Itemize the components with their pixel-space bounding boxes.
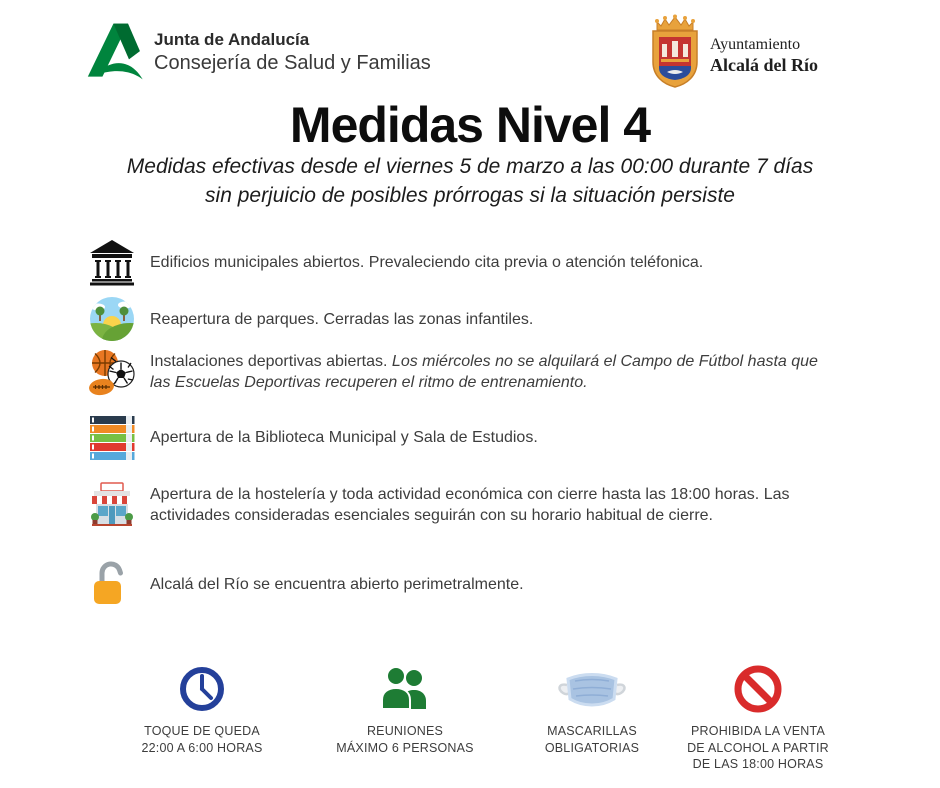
junta-de-andalucia-logo: [86, 18, 150, 86]
measure-text: Reapertura de parques. Cerradas las zonas infantiles.: [150, 310, 534, 328]
measure-text: Alcalá del Río se encuentra abierto perimetralmente.: [150, 575, 524, 593]
meetings-people-icon: [376, 665, 434, 713]
junta-header-text: [154, 30, 431, 75]
measure-perimeter: [88, 559, 818, 609]
curfew-clock-icon: [178, 665, 226, 713]
subtitle-line-1: Medidas efectivas desde el viernes 5 de marzo a las 00:00 durante 7 días: [126, 155, 814, 178]
measure-text: Instalaciones deportivas abiertas. Los miércoles no se alquilará el Campo de Fútbol hasta que las Escuelas Deportivas recuperen el ritmo de entrenamiento.: [150, 353, 818, 391]
footer-caption: TOQUE DE QUEDA 22:00 A 6:00 HORAS: [141, 724, 263, 755]
books-icon: [88, 413, 136, 461]
open-lock-icon: [88, 560, 136, 608]
no-alcohol-icon: [734, 665, 782, 713]
measure-library: [88, 412, 818, 462]
page-title: Medidas Nivel 4: [289, 97, 651, 153]
sports-balls-icon: [88, 348, 136, 396]
measure-parks: [88, 294, 818, 344]
footer-caption: REUNIONES MÁXIMO 6 PERSONAS: [336, 724, 474, 755]
measure-municipal-buildings: [88, 237, 818, 287]
ayuntamiento-title: Ayuntamiento: [710, 36, 801, 53]
footer-caption: MASCARILLAS OBLIGATORIAS: [544, 724, 640, 755]
page-subtitle: [0, 152, 940, 210]
footer-curfew: [87, 665, 317, 756]
footer-no-alcohol: [643, 665, 873, 773]
ayuntamiento-header-text: [710, 36, 818, 76]
measure-text: Apertura de la hostelería y toda actividad económica con cierre hasta las 18:00 horas. Las actividades consideradas esenciales seguirán con su horario habitual de cierre.: [150, 486, 790, 524]
measure-sports: [88, 347, 818, 397]
junta-subtitle: Consejería de Salud y Familias: [154, 52, 431, 74]
measure-text: Apertura de la Biblioteca Municipal y Sala de Estudios.: [150, 428, 538, 446]
face-mask-icon: [555, 665, 629, 713]
subtitle-line-2: sin perjuicio de posibles prórrogas si la situación persiste: [205, 184, 735, 207]
municipal-building-icon: [88, 238, 136, 286]
measure-text: Edificios municipales abiertos. Prevaleciendo cita previa o atención teléfonica.: [150, 253, 704, 271]
store-icon: [88, 481, 136, 529]
measures-list: [88, 237, 818, 609]
ayuntamiento-subtitle: Alcalá del Río: [710, 55, 818, 75]
junta-title: Junta de Andalucía: [154, 30, 310, 49]
measure-hospitality: [88, 480, 818, 530]
footer-caption: PROHIBIDA LA VENTA DE ALCOHOL A PARTIR DE LAS 18:00 HORAS: [687, 724, 829, 771]
park-icon: [88, 295, 136, 343]
alcala-del-rio-crest-icon: [649, 13, 701, 89]
